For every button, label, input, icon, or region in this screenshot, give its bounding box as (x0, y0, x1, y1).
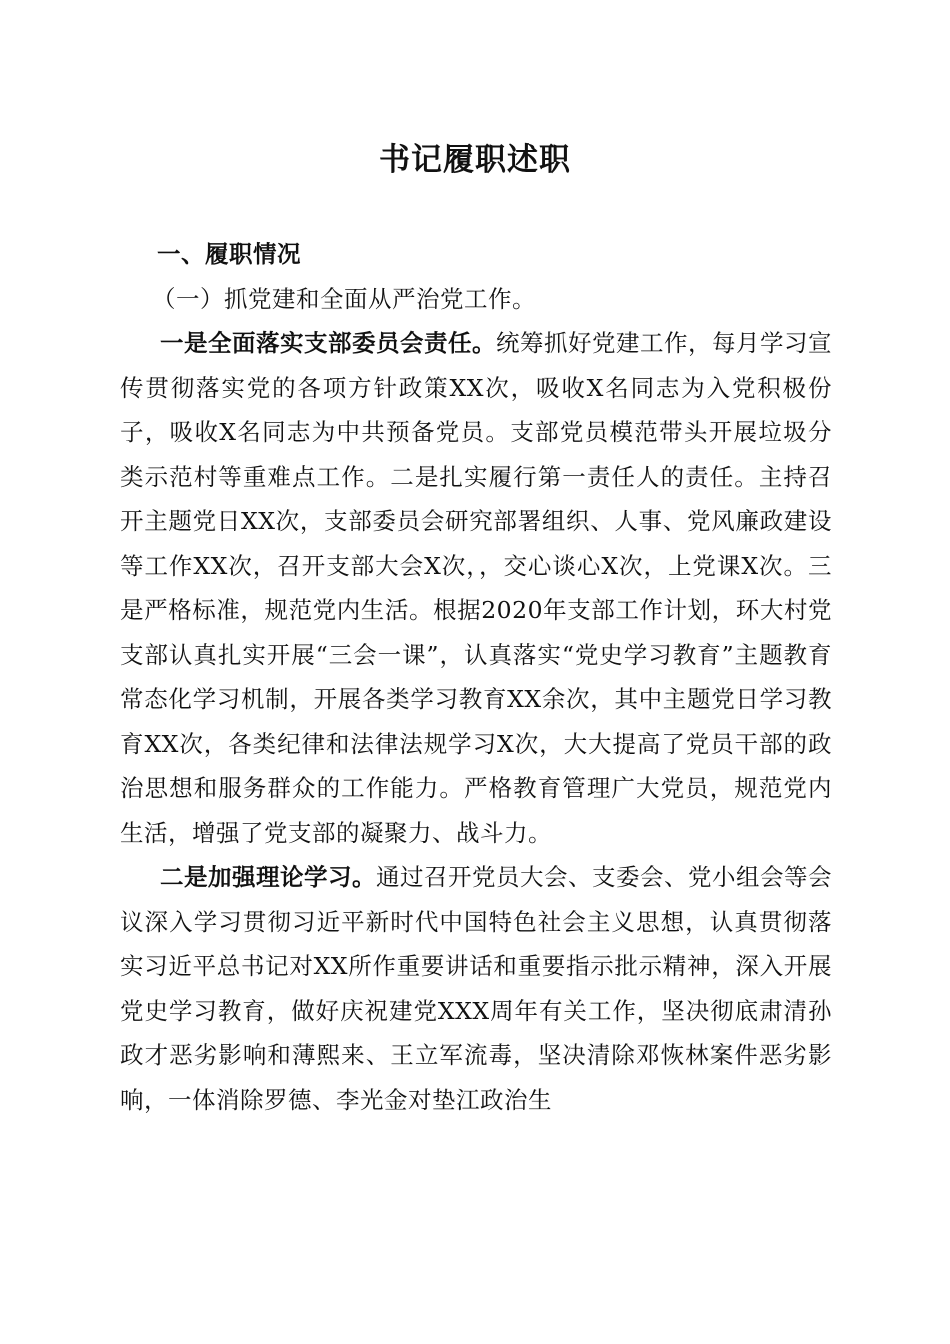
sub-heading: （一）抓党建和全面从严治党工作。 (152, 284, 536, 313)
paragraph-1-body: 统筹抓好党建工作，每月学习宣传贯彻落实党的各项方针政策XX次，吸收X名同志为入党积极份子，吸收X名同志为中共预备党员。支部党员模范带头开展垃圾分类示范村等重难点工作。二是扎实履行第一责任人的责任。主持召开主题党日XX次，支部委员会研究部署组织、人事、党风廉政建设等工作XX次，召开支部大会X次，，交心谈心X次，上党课X次。三是严格标准，规范党内生活。根据2020年支部工作计划，环大村党支部认真扎实开展“三会一课”，认真落实“党史学习教育”主题教育常态化学习机制，开展各类学习教育XX余次，其中主题党日学习教育XX次，各类纪律和法律法规学习X次，大大提高了党员干部的政治思想和服务群众的工作能力。严格教育管理广大党员，规范党内生活，增强了党支部的凝聚力、战斗力。 (120, 329, 832, 847)
document-body (120, 232, 832, 1122)
paragraph-2-lead: 二是加强理论学习。 (160, 863, 376, 891)
paragraph-2-body: 通过召开党员大会、支委会、党小组会等会议深入学习贯彻习近平新时代中国特色社会主义思想，认真贯彻落实习近平总书记对XX所作重要讲话和重要指示批示精神，深入开展党史学习教育，做好庆祝建党XXX周年有关工作，坚决彻底肃清孙政才恶劣影响和薄熙来、王立军流毒，坚决清除邓恢林案件恶劣影响，一体消除罗德、李光金对垫江政治生 (120, 863, 832, 1114)
paragraph-1 (120, 321, 832, 855)
paragraph-1-lead: 一是全面落实支部委员会责任。 (160, 329, 496, 357)
document-title: 书记履职述职 (379, 142, 571, 178)
section-heading: 一、履职情况 (157, 240, 301, 268)
paragraph-2 (120, 855, 832, 1122)
